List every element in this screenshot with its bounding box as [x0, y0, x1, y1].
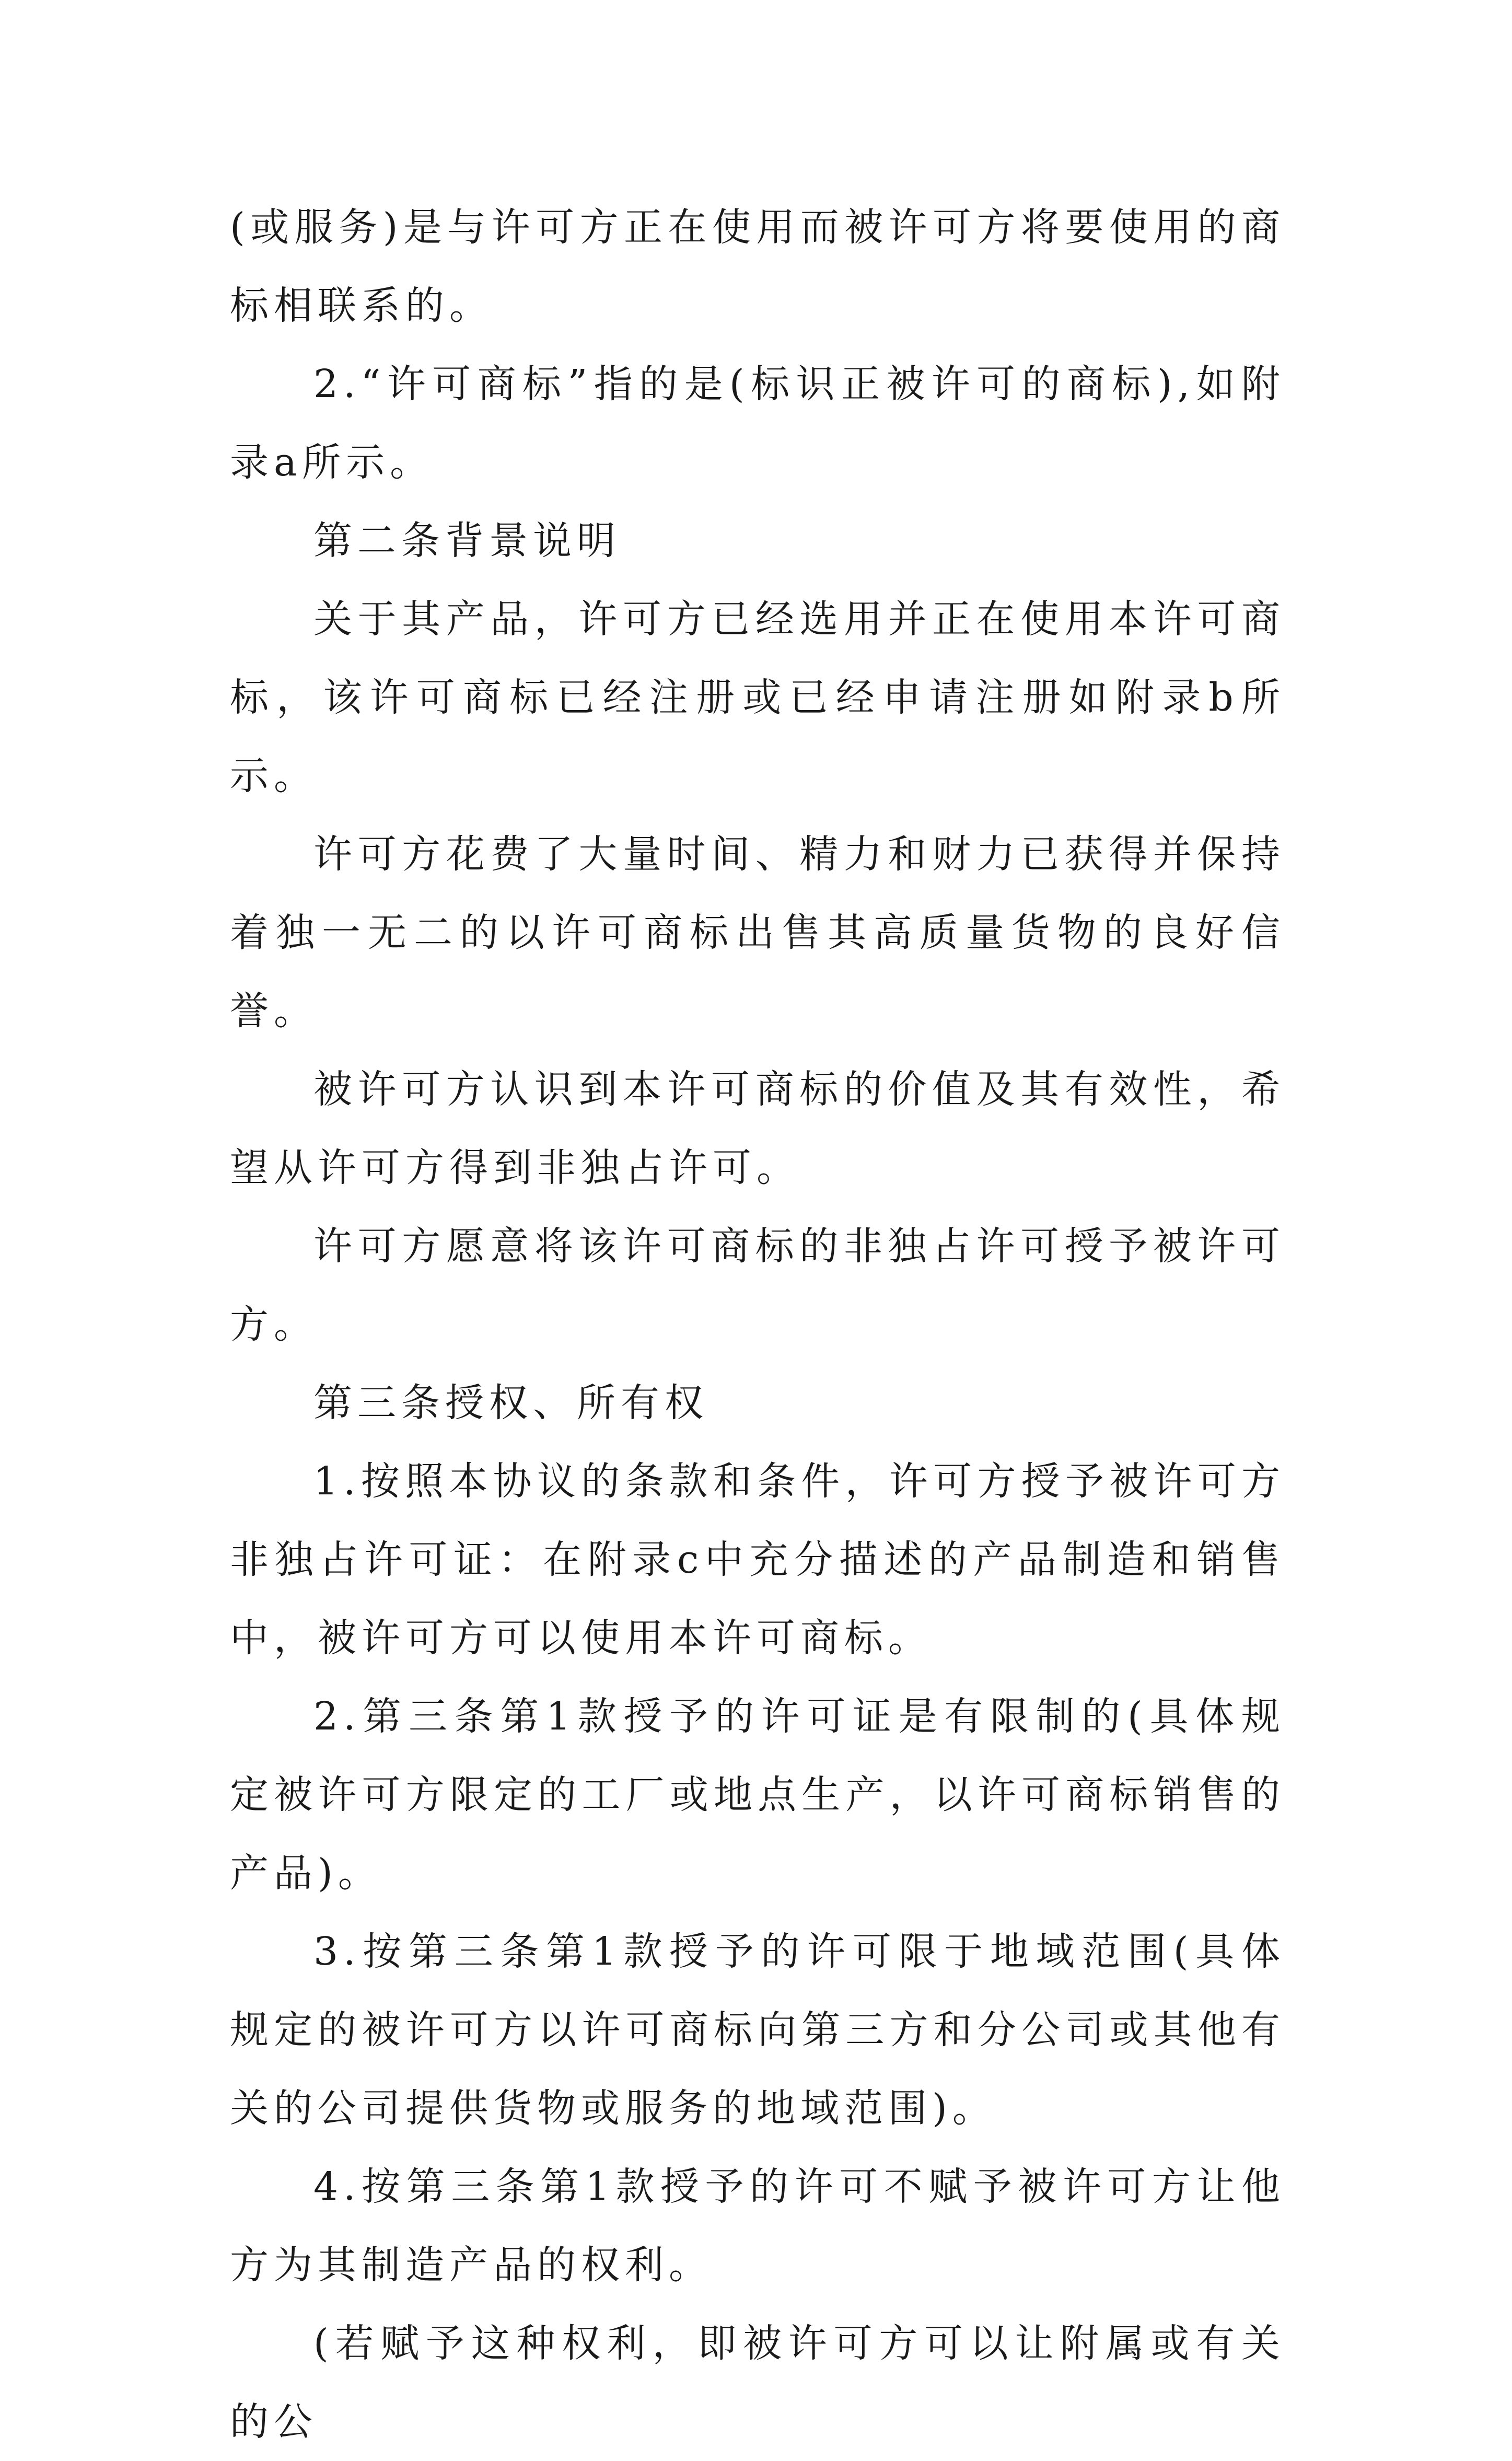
paragraph: 2.第三条第1款授予的许可证是有限制的(具体规定被许可方限定的工厂或地点生产，以许可商标销售的产品)。 — [230, 1694, 1285, 1896]
paragraph: 许可方愿意将该许可商标的非独占许可授予被许可方。 — [230, 1224, 1285, 1347]
document-body — [230, 188, 1285, 2461]
paragraph: 4.按第三条第1款授予的许可不赋予被许可方让他方为其制造产品的权利。 — [230, 2164, 1285, 2288]
paragraph: 许可方花费了大量时间、精力和财力已获得并保持着独一无二的以许可商标出售其高质量货物的良好信誉。 — [230, 832, 1285, 1034]
paragraph: 1.按照本协议的条款和条件，许可方授予被许可方非独占许可证：在附录c中充分描述的产品制造和销售中，被许可方可以使用本许可商标。 — [230, 1459, 1285, 1661]
paragraph: 关于其产品，许可方已经选用并正在使用本许可商标，该许可商标已经注册或已经申请注册如附录b所示。 — [230, 597, 1285, 798]
paragraph: 2.“许可商标”指的是(标识正被许可的商标),如附录a所示。 — [230, 362, 1285, 485]
paragraph: (或服务)是与许可方正在使用而被许可方将要使用的商标相联系的。 — [230, 205, 1285, 328]
section-heading: 第三条授权、所有权 — [313, 1380, 708, 1425]
paragraph: 被许可方认识到本许可商标的价值及其有效性，希望从许可方得到非独占许可。 — [230, 1067, 1285, 1190]
paragraph: (若赋予这种权利，即被许可方可以让附属或有关的公 — [230, 2321, 1285, 2444]
paragraph: 3.按第三条第1款授予的许可限于地域范围(具体规定的被许可方以许可商标向第三方和分公司或其他有关的公司提供货物或服务的地域范围)。 — [230, 1929, 1285, 2131]
section-heading: 第二条背景说明 — [313, 518, 621, 563]
